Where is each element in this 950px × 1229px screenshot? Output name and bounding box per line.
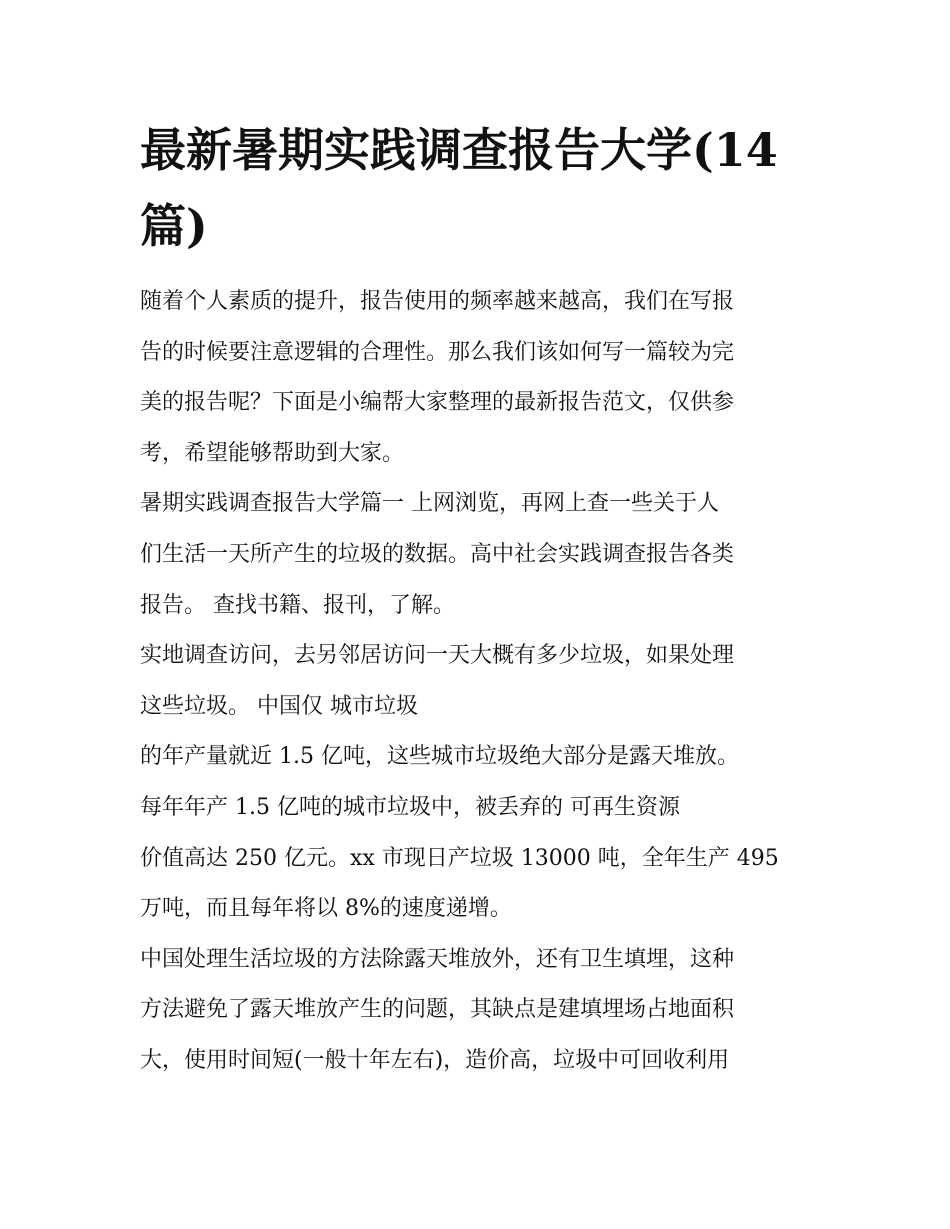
document-body [140, 277, 820, 1087]
body-line: 万吨，而且每年将以 8%的速度递增。 [140, 896, 512, 922]
title-line-1: 最新暑期实践调查报告大学(14 [140, 123, 778, 177]
body-line: 考，希望能够帮助到大家。 [140, 440, 405, 466]
body-line: 暑期实践调查报告大学篇一 上网浏览，再网上查一些关于人 [140, 491, 719, 517]
body-line: 美的报告呢？下面是小编帮大家整理的最新报告范文，仅供参 [140, 390, 735, 416]
document-title [140, 112, 820, 264]
body-line: 价值高达 250 亿元。xx 市现日产垃圾 13000 吨，全年生产 495 [140, 845, 779, 871]
body-line: 实地调查访问，去另邻居访问一天大概有多少垃圾，如果处理 [140, 643, 735, 669]
body-line: 随着个人素质的提升，报告使用的频率越来越高，我们在写报 [140, 289, 735, 314]
body-line: 报告。 查找书籍、报刊，了解。 [140, 592, 455, 618]
body-line: 方法避免了露天堆放产生的问题，其缺点是建填埋场占地面积 [140, 997, 735, 1023]
body-line: 大，使用时间短(一般十年左右)，造价高，垃圾中可回收利用 [140, 1047, 730, 1073]
body-line: 告的时候要注意逻辑的合理性。那么我们该如何写一篇较为完 [140, 339, 735, 365]
body-line: 的年产量就近 1.5 亿吨，这些城市垃圾绝大部分是露天堆放。 [140, 744, 739, 770]
body-line: 每年年产 1.5 亿吨的城市垃圾中，被丢弃的 可再生资源 [140, 794, 680, 820]
body-line: 这些垃圾。 中国仅 城市垃圾 [140, 693, 418, 719]
body-line: 们生活一天所产生的垃圾的数据。高中社会实践调查报告各类 [140, 541, 735, 567]
title-line-2: 篇) [140, 199, 208, 253]
body-line: 中国处理生活垃圾的方法除露天堆放外，还有卫生填埋，这种 [140, 946, 735, 972]
